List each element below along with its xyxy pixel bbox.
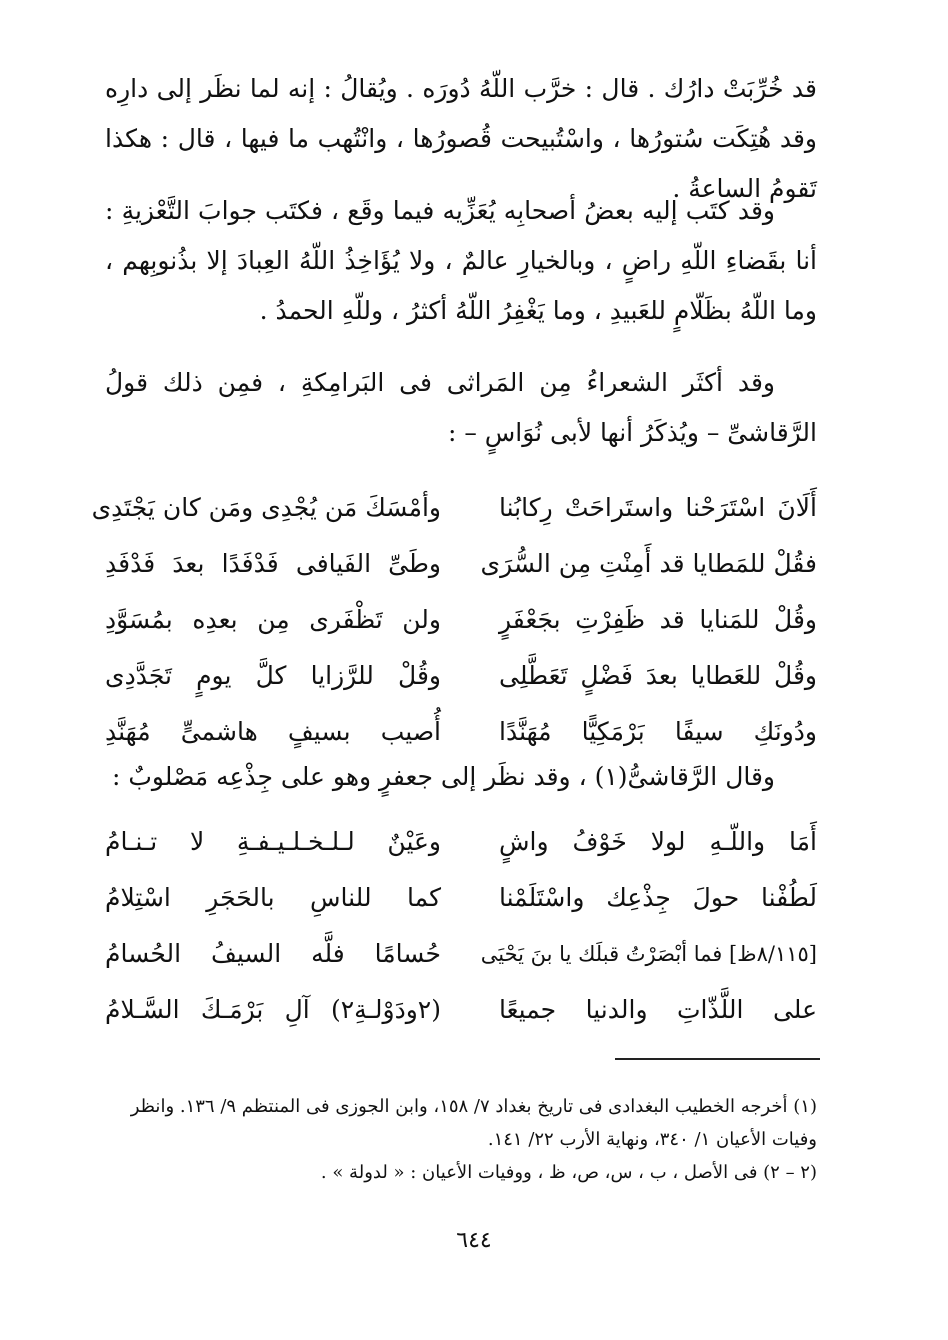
- footnotes: [105, 1090, 817, 1189]
- poem-1: [91, 480, 817, 760]
- verse-line: [105, 814, 817, 870]
- body-text-intro: [105, 358, 817, 458]
- verse-first-hemistich: أَلَانَ اسْتَرَحْنا واستَراحَتْ رِكابُنا: [499, 493, 817, 522]
- verse-second-hemistich: (٢ودَوْلـةِ٢) آلِ بَرْمَـكَ السَّـلامُ: [105, 995, 441, 1024]
- verse-second-hemistich: وقُلْ للرَّزايا كلَّ يومٍ تَجَدَّدِى: [105, 661, 441, 690]
- verse-first-hemistich: ودُونَكِ سيفًا بَرْمَكِيًّا مُهَنَّدًا: [499, 717, 817, 746]
- paragraph-2: وقد كتَب إليه بعضُ أصحابِه يُعَزِّيه فيما وقَع ، فكتَب جوابَ التَّعْزيةِ : أنا بقَضاءِ اللّهِ راضٍ ، وبالخيارِ عالمٌ ، ولا يُؤَاخِذُ اللّهُ العِبادَ إلا بذُنوبِهم ، وما اللّهُ بظَلّامٍ للعَبيدِ ، وما يَغْفِرُ اللّهُ أكثرُ ، وللّهِ الحمدُ .: [105, 196, 817, 325]
- verse-first-hemistich: فقُلْ للمَطايا قد أَمِنْتِ مِن السُّرَى: [480, 549, 817, 578]
- footnote-separator: [615, 1058, 820, 1060]
- verse-first-hemistich: وقُلْ للعَطايا بعدَ فَضْلٍ تَعَطَّلِى: [499, 661, 817, 690]
- verse-second-hemistich: وطَىِّ الفَيافى فَدْفَدًا بعدَ فَدْفَدِ: [105, 549, 441, 578]
- verse-line: [105, 982, 817, 1038]
- verse-line: [105, 592, 817, 648]
- verse-second-hemistich: كما للناسِ بالحَجَرِ اسْتِلامُ: [105, 883, 441, 912]
- body-text-middle: [105, 186, 817, 336]
- page-number: ٦٤٤: [456, 1228, 492, 1253]
- verse-line: [105, 926, 817, 982]
- verse-first-hemistich: لَطُفْنا حولَ جِذْعِك واسْتَلَمْنا: [499, 883, 817, 912]
- verse-first-hemistich: وقُلْ للمَنايا قد ظَفِرْتِ بجَعْفَرٍ: [499, 605, 817, 634]
- verse-line: [105, 648, 817, 704]
- footnote-1: (١) أخرجه الخطيب البغدادى فى تاريخ بغداد ٧/ ١٥٨، وابن الجوزى فى المنتظم ٩/ ١٣٦. وانظر وفيات الأعيان ١/ ٣٤٠، ونهاية الأرب ٢٢/ ١٤١.: [130, 1096, 817, 1150]
- body-text-intro-2: [105, 752, 817, 802]
- verse-line: [105, 870, 817, 926]
- paragraph-4: وقال الرَّقاشىُّ(١) ، وقد نظَر إلى جعفرٍ وهو على جِذْعِه مَصْلوبٌ :: [111, 762, 775, 791]
- verse-second-hemistich: ولن تَظْفَرى مِن بعدِه بمُسَوَّدِ: [105, 605, 441, 634]
- verse-line: [105, 536, 817, 592]
- verse-second-hemistich: أُصيب بسيفٍ هاشمىٍّ مُهَنَّدِ: [105, 717, 441, 746]
- verse-second-hemistich: وأمْسَكَ مَن يُجْدِى ومَن كان يَجْتَدِى: [91, 493, 441, 522]
- paragraph-3: وقد أكثَر الشعراءُ مِن المَراثى فى البَرامِكةِ ، فمِن ذلك قولُ الرَّقاشىِّ – ويُذكَرُ أنها لأبى نُوَاسٍ – :: [105, 368, 817, 447]
- verse-second-hemistich: وعَيْنٌ لـلـخـلـيـفـةِ لا تـنـامُ: [105, 827, 441, 856]
- verse-line: [91, 480, 817, 536]
- verse-first-hemistich: [٨/١١٥ظ] فما أبْصَرْتُ قبلَك يا بنَ يَحْيَى: [480, 942, 817, 966]
- verse-second-hemistich: حُسامًا فلَّه السيفُ الحُسامُ: [105, 939, 441, 968]
- verse-first-hemistich: على اللَّذّاتِ والدنيا جميعًا: [499, 995, 817, 1024]
- verse-first-hemistich: أَمَا واللّـهِ لولا خَوْفُ واشٍ: [499, 827, 817, 856]
- footnote-2: (٢ – ٢) فى الأصل ، ب ، س، ص، ظ ، ووفيات الأعيان : « لدولة » .: [320, 1162, 817, 1183]
- poem-2: [105, 814, 817, 1038]
- paragraph-1: قد خُرِّبَتْ دارُك . قال : خرَّب اللّهُ دُورَه . ويُقالُ : إنه لما نظَر إلى دارِه وقد هُتِكَت سُتورُها ، واسْتُبيحت قُصورُها ، وانْتُهب ما فيها ، قال : هكذا تَقومُ الساعةُ .: [105, 74, 817, 203]
